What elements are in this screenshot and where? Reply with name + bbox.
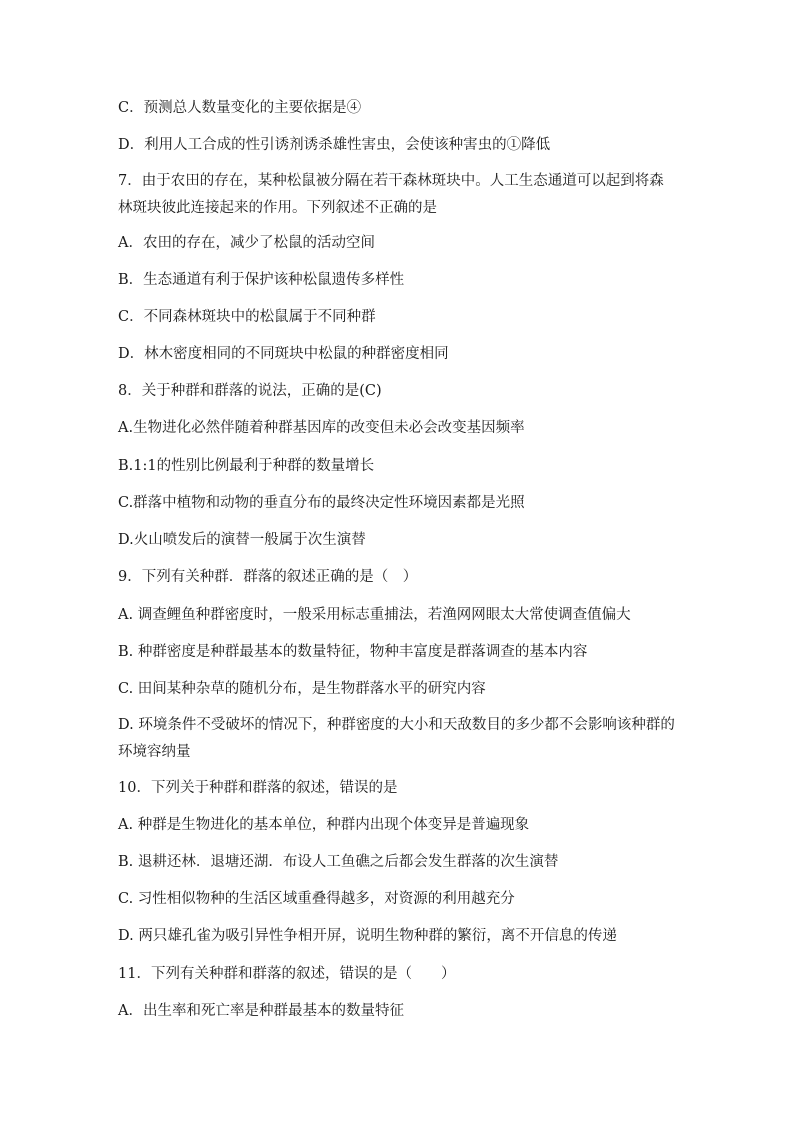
text-line-d-question6: D．利用人工合成的性引诱剂诱杀雄性害虫，会使该种害虫的①降低 [118,137,551,153]
question-8-option-c: C.群落中植物和动物的垂直分布的最终决定性环境因素都是光照 [118,495,525,511]
question-9-stem: 9．下列有关种群．群落的叙述正确的是（ ） [118,569,418,585]
question-7-option-c: C．不同森林斑块中的松鼠属于不同种群 [118,309,376,325]
question-7-stem: 7．由于农田的存在，某种松鼠被分隔在若干森林斑块中。人工生态通道可以起到将森林斑块彼此连接起来的作用。下列叙述不正确的是 [118,173,664,216]
question-8-stem: 8．关于种群和群落的说法，正确的是(C) [118,383,382,399]
question-10-option-c: C. 习性相似物种的生活区域重叠得越多，对资源的利用越充分 [118,891,515,907]
question-10-option-d: D. 两只雄孔雀为吸引异性争相开屏，说明生物种群的繁衍，离不开信息的传递 [118,928,617,944]
question-7-option-a: A．农田的存在，减少了松鼠的活动空间 [118,235,375,251]
question-9-option-c: C. 田间某种杂草的随机分布，是生物群落水平的研究内容 [118,681,486,697]
question-11-option-a: A．出生率和死亡率是种群最基本的数量特征 [118,1003,404,1019]
question-8-option-a: A.生物进化必然伴随着种群基因库的改变但未必会改变基因频率 [118,420,525,436]
question-11-stem: 11．下列有关种群和群落的叙述，错误的是（ ） [118,966,456,982]
question-7-option-b: B．生态通道有利于保护该种松鼠遗传多样性 [118,272,405,288]
question-9-option-b: B. 种群密度是种群最基本的数量特征，物种丰富度是群落调查的基本内容 [118,644,588,660]
question-7-option-d: D．林木密度相同的不同斑块中松鼠的种群密度相同 [118,346,449,362]
question-10-stem: 10．下列关于种群和群落的叙述，错误的是 [118,780,398,796]
question-9-option-d: D. 环境条件不受破坏的情况下，种群密度的大小和天敌数目的多少都不会影响该种群的环境容纳量 [118,717,675,760]
question-8-option-b: B.1:1的性别比例最利于种群的数量增长 [118,458,375,474]
question-10-option-b: B. 退耕还林．退塘还湖．布设人工鱼礁之后都会发生群落的次生演替 [118,854,559,870]
question-8-option-d: D.火山喷发后的演替一般属于次生演替 [118,532,366,548]
question-9-option-a: A. 调查鲤鱼种群密度时，一般采用标志重捕法，若渔网网眼太大常使调查值偏大 [118,607,631,623]
question-10-option-a: A. 种群是生物进化的基本单位，种群内出现个体变异是普遍现象 [118,817,530,833]
text-line-c-question6: C．预测总人数量变化的主要依据是④ [118,100,362,116]
